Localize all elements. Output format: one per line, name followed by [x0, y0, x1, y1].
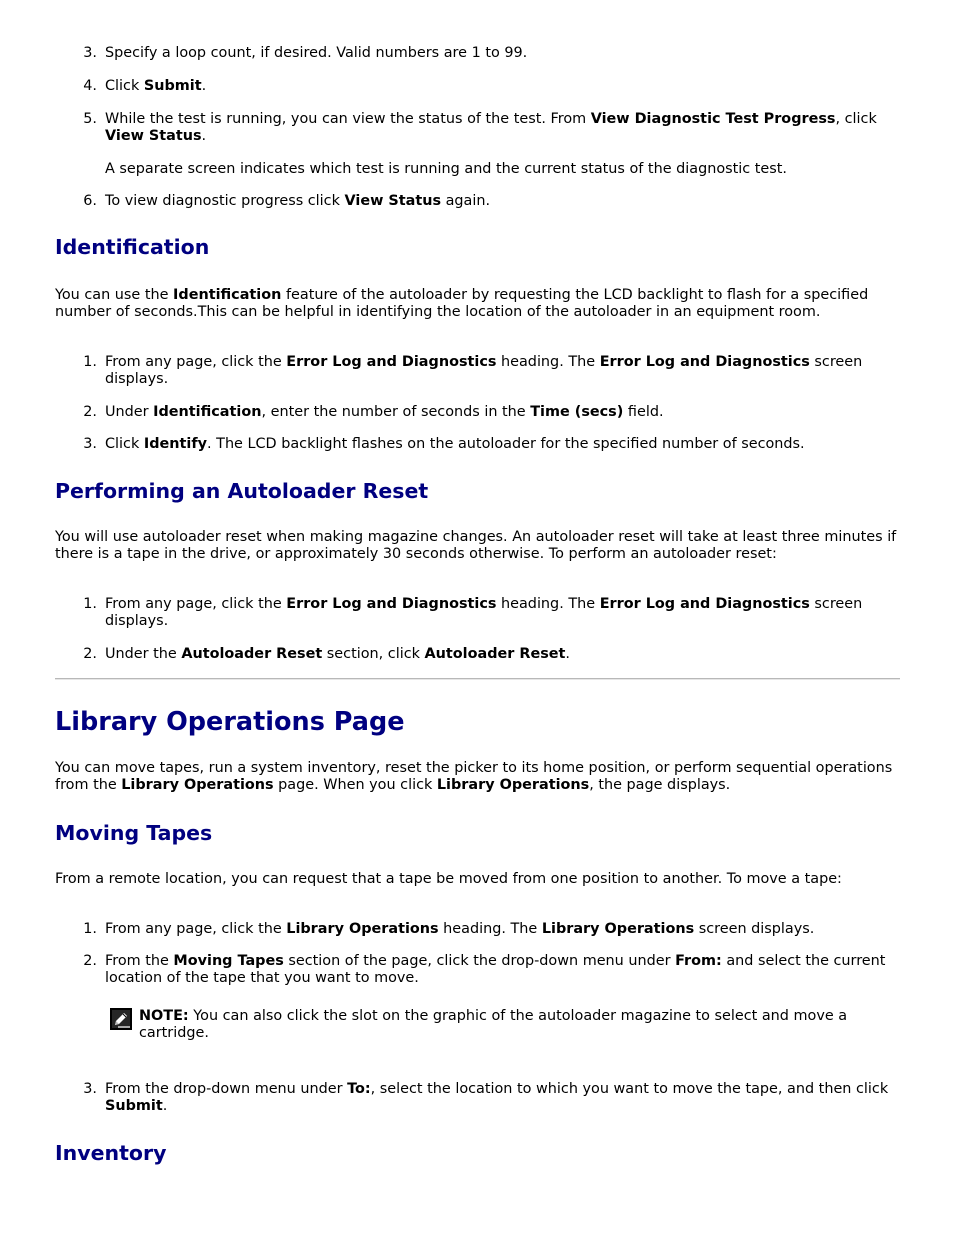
step-number: 5. [83, 111, 97, 127]
text-run: heading. The [496, 354, 600, 370]
step-number: 2. [83, 404, 97, 420]
bold-term: Error Log and Diagnostics [286, 596, 497, 612]
text-run: screen displays. [105, 354, 863, 387]
text-run: Under the [105, 646, 182, 662]
step-text [105, 78, 900, 95]
text-run: From a remote location, you can request that a tape be moved from one position to another. To move a tape: [55, 871, 842, 887]
bold-term: Library Operations [121, 777, 274, 793]
bold-term: Library Operations [436, 777, 590, 793]
text-run: again. [441, 193, 491, 209]
bold-term: To: [347, 1081, 371, 1097]
bold-term: View Diagnostic Test Progress [590, 111, 836, 127]
text-run: From any page, click the [105, 354, 287, 370]
text-run: You can also click the slot on the graphic of the autoloader magazine to select and move a cartridge. [139, 1008, 848, 1041]
pencil-note-icon [110, 1008, 132, 1030]
step-number: 6. [83, 193, 97, 209]
text-run: page. When you click [273, 777, 437, 793]
text-run: , enter the number of seconds in the [261, 404, 531, 420]
bold-term: NOTE: [139, 1008, 189, 1024]
step-text [105, 404, 900, 421]
bold-term: Library Operations [286, 921, 439, 937]
text-run: Click [105, 78, 144, 94]
bold-term: View Status [344, 193, 442, 209]
text-run: screen displays. [105, 596, 863, 629]
text-run: You will use autoloader reset when making magazine changes. An autoloader reset will take at least three minutes if there is a tape in the drive, or approximately 30 seconds otherwise. To perform an autoloader reset: [55, 529, 897, 562]
text-run: and select the current location of the tape that you want to move. [105, 953, 886, 986]
text-run: , click [835, 111, 877, 127]
step-text [105, 354, 900, 388]
bold-term: Submit [143, 78, 202, 94]
note-text [139, 1008, 899, 1042]
bold-term: Submit [105, 1098, 163, 1114]
text-run: . [201, 128, 207, 144]
paragraph [55, 529, 900, 563]
paragraph [55, 871, 900, 888]
text-run: . [565, 646, 570, 662]
text-run: section of the page, click the drop-down menu under [283, 953, 676, 969]
text-run: heading. The [496, 596, 600, 612]
bold-term: View Status [105, 128, 202, 144]
bold-term: Moving Tapes [173, 953, 284, 969]
section-heading-autoloader-reset: Performing an Autoloader Reset [55, 479, 429, 503]
step-number: 2. [83, 953, 97, 969]
step-subtext [105, 161, 900, 178]
step-number: 4. [83, 78, 97, 94]
bold-term: Library Operations [541, 921, 695, 937]
bold-term: Identify [143, 436, 207, 452]
bold-term: Time (secs) [530, 404, 624, 420]
step-number: 3. [83, 45, 97, 61]
text-run: Under [105, 404, 154, 420]
step-number: 1. [83, 354, 97, 370]
step-text [105, 1081, 900, 1115]
text-run: To view diagnostic progress click [105, 193, 345, 209]
bold-term: Autoloader Reset [181, 646, 323, 662]
text-run: From any page, click the [105, 596, 287, 612]
text-run: . The LCD backlight flashes on the autoloader for the specified number of seconds. [207, 436, 805, 452]
step-number: 3. [83, 1081, 97, 1097]
bold-term: Error Log and Diagnostics [286, 354, 497, 370]
text-run: From the [105, 953, 174, 969]
text-run: While the test is running, you can view the status of the test. From [105, 111, 591, 127]
step-text [105, 953, 900, 987]
text-run: , the page displays. [589, 777, 731, 793]
step-number: 3. [83, 436, 97, 452]
text-run: . [201, 78, 207, 94]
step-text [105, 111, 900, 145]
step-text [105, 596, 900, 630]
bold-term: Identification [153, 404, 262, 420]
horizontal-divider [55, 678, 900, 680]
paragraph [55, 287, 900, 321]
step-number: 1. [83, 596, 97, 612]
step-text [105, 646, 900, 663]
step-number: 2. [83, 646, 97, 662]
section-heading-inventory: Inventory [55, 1141, 167, 1165]
text-run: You can use the [55, 287, 174, 303]
page-heading-library-operations: Library Operations Page [55, 707, 405, 737]
text-run: , select the location to which you want to move the tape, and then click [370, 1081, 889, 1097]
text-run: Click [105, 436, 144, 452]
bold-term: Error Log and Diagnostics [599, 354, 810, 370]
text-run: Specify a loop count, if desired. Valid numbers are 1 to 99. [105, 45, 528, 61]
bold-term: From: [675, 953, 722, 969]
text-run: feature of the autoloader by requesting the LCD backlight to flash for a specified number of seconds.This can be helpful in identifying the location of the autoloader in an equipment room. [55, 287, 869, 320]
text-run: From the drop-down menu under [105, 1081, 348, 1097]
bold-term: Error Log and Diagnostics [599, 596, 810, 612]
text-run: heading. The [438, 921, 542, 937]
step-text [105, 45, 900, 62]
text-run: You can move tapes, run a system inventory, reset the picker to its home position, or perform sequential operations from the [55, 760, 893, 793]
step-text [105, 436, 900, 453]
section-heading-identification: Identification [55, 235, 210, 259]
text-run: . [162, 1098, 168, 1114]
text-run: screen displays. [694, 921, 815, 937]
paragraph [55, 760, 900, 794]
text-run: From any page, click the [105, 921, 287, 937]
text-run: field. [623, 404, 664, 420]
text-run: section, click [322, 646, 425, 662]
step-number: 1. [83, 921, 97, 937]
bold-term: Autoloader Reset [424, 646, 566, 662]
step-text [105, 921, 900, 938]
step-text [105, 193, 900, 210]
bold-term: Identification [173, 287, 282, 303]
text-run: A separate screen indicates which test is running and the current status of the diagnostic test. [105, 161, 787, 177]
section-heading-moving-tapes: Moving Tapes [55, 821, 213, 845]
